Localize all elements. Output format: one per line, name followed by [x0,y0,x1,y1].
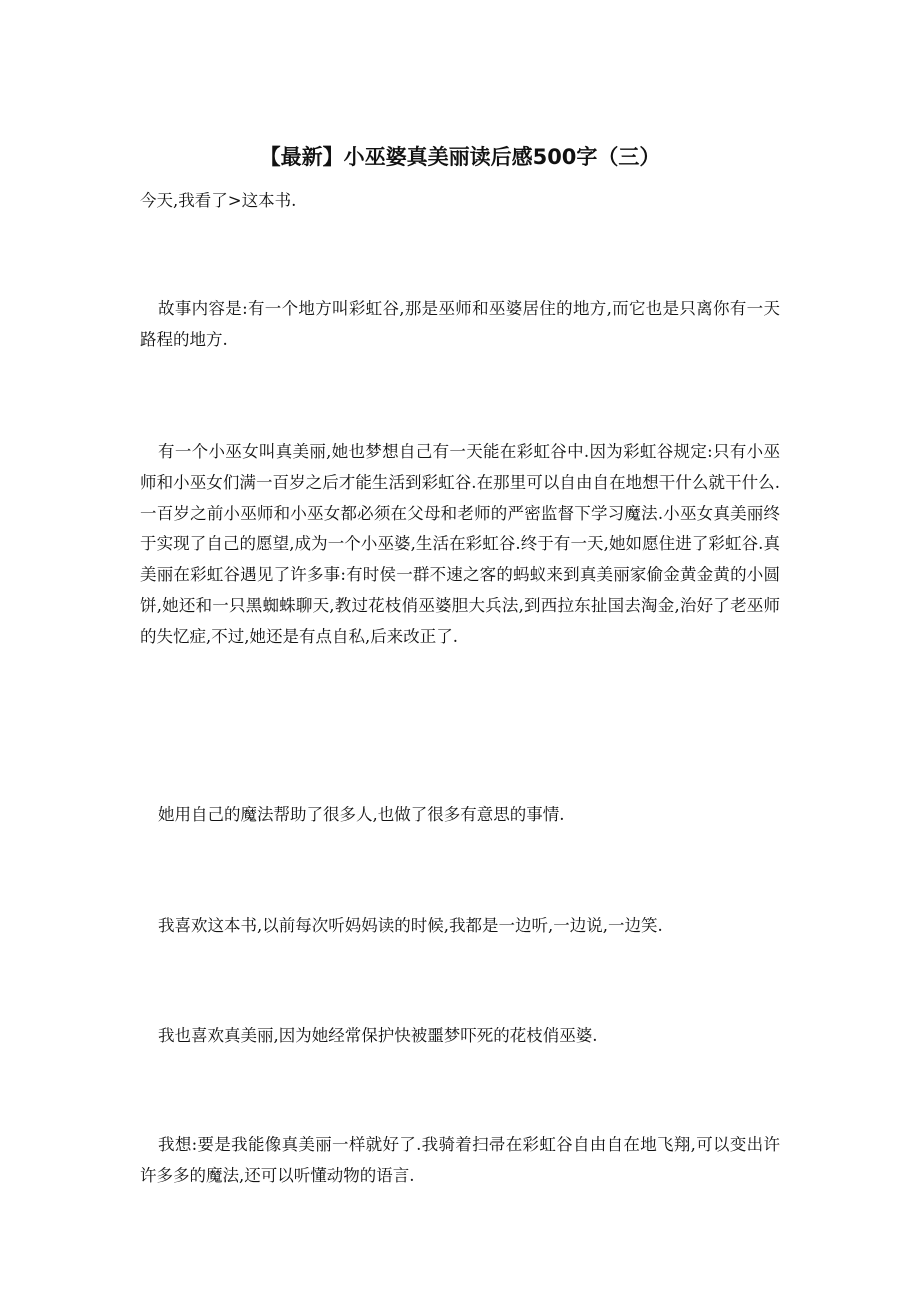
paragraph-wish: 我想:要是我能像真美丽一样就好了.我骑着扫帚在彩虹谷自由自在地飞翔,可以变出许许多多的魔法,还可以听懂动物的语言. [140,1135,780,1185]
paragraph-story-summary: 故事内容是:有一个地方叫彩虹谷,那是巫师和巫婆居住的地方,而它也是只离你有一天路程的地方. [140,299,780,349]
paragraph-like-book: 我喜欢这本书,以前每次听妈妈读的时候,我都是一边听,一边说,一边笑. [158,916,663,935]
document-title: 【最新】小巫婆真美丽读后感500字（三） [259,145,661,169]
paragraph-story-detail: 有一个小巫女叫真美丽,她也梦想自己有一天能在彩虹谷中.因为彩虹谷规定:只有小巫师和小巫女们满一百岁之后才能生活到彩虹谷.在那里可以自由自在地想干什么就干什么.一百岁之前小巫师和小巫女都必须在父母和老师的严密监督下学习魔法.小巫女真美丽终于实现了自己的愿望,成为一个小巫婆,生活在彩虹谷.终于有一天,她如愿住进了彩虹谷.真美丽在彩虹谷遇见了许多事:有时侯一群不速之客的蚂蚁来到真美丽家偷金黄金黄的小圆饼,她还和一只黑蜘蛛聊天,教过花枝俏巫婆胆大兵法,到西拉东扯国去淘金,治好了老巫师的失忆症,不过,她还是有点自私,后来改正了. [140,442,780,646]
paragraph-magic-help: 她用自己的魔法帮助了很多人,也做了很多有意思的事情. [158,805,565,824]
paragraph-intro: 今天,我看了>这本书. [140,191,297,210]
paragraph-like-character: 我也喜欢真美丽,因为她经常保护快被噩梦吓死的花枝俏巫婆. [158,1026,598,1045]
